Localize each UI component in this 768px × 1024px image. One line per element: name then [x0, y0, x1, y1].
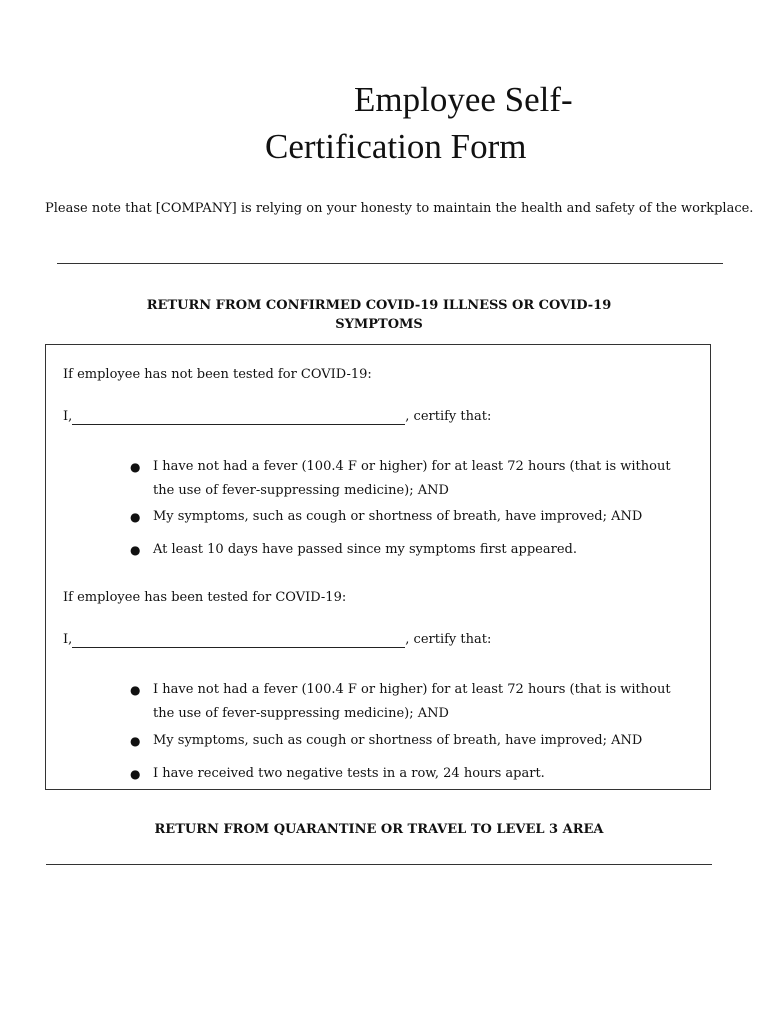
- form-title-line-1: Employee Self-: [354, 80, 573, 119]
- bullet-text: My symptoms, such as cough or shortness of breath, have improved; AND: [153, 733, 643, 748]
- section-heading-illness-line2: SYMPTOMS: [335, 317, 423, 332]
- bullet-text: My symptoms, such as cough or shortness of breath, have improved; AND: [153, 509, 643, 524]
- bullet-text: I have not had a fever (100.4 F or higher) for at least 72 hours (that is without the use of fever-suppressing medicine); AND: [153, 459, 671, 498]
- section-heading-quarantine: RETURN FROM QUARANTINE OR TRAVEL TO LEVEL 3 AREA: [154, 822, 604, 837]
- certify-suffix: , certify that:: [405, 409, 492, 424]
- not-tested-name-field[interactable]: [72, 409, 405, 425]
- divider-top: [57, 263, 723, 264]
- certify-suffix: , certify that:: [405, 632, 492, 647]
- divider-bottom: [46, 864, 712, 865]
- bullet-text: At least 10 days have passed since my symptoms first appeared.: [153, 542, 577, 557]
- bullet-icon: ●: [130, 460, 141, 474]
- not-tested-certify-line: [63, 408, 491, 426]
- not-tested-label: If employee has not been tested for COVID-19:: [63, 367, 372, 382]
- list-item: [130, 678, 675, 726]
- bullet-text: I have not had a fever (100.4 F or higher) for at least 72 hours (that is without the use of fever-suppressing medicine); AND: [153, 682, 671, 721]
- form-title-line-2: Certification Form: [265, 127, 527, 166]
- bullet-icon: ●: [130, 543, 141, 557]
- list-item: [130, 455, 675, 503]
- tested-certify-line: [63, 631, 491, 649]
- bullet-text: I have received two negative tests in a row, 24 hours apart.: [153, 766, 545, 781]
- tested-label: If employee has been tested for COVID-19:: [63, 590, 347, 605]
- list-item: [130, 762, 675, 786]
- list-item: [130, 505, 675, 529]
- not-tested-bullet-list: [130, 455, 675, 565]
- section-heading-illness-line1: RETURN FROM CONFIRMED COVID-19 ILLNESS OR COVID-19: [146, 298, 612, 313]
- tested-bullet-list: [130, 678, 675, 788]
- bullet-icon: ●: [130, 510, 141, 524]
- section-heading-illness: [140, 296, 618, 334]
- bullet-icon: ●: [130, 683, 141, 697]
- certify-prefix: I,: [63, 409, 73, 424]
- list-item: [130, 729, 675, 753]
- intro-note: Please note that [COMPANY] is relying on your honesty to maintain the health and safety of the workplace.: [45, 201, 754, 216]
- tested-name-field[interactable]: [72, 632, 405, 648]
- bullet-icon: ●: [130, 767, 141, 781]
- certify-prefix: I,: [63, 632, 73, 647]
- list-item: [130, 538, 675, 562]
- bullet-icon: ●: [130, 734, 141, 748]
